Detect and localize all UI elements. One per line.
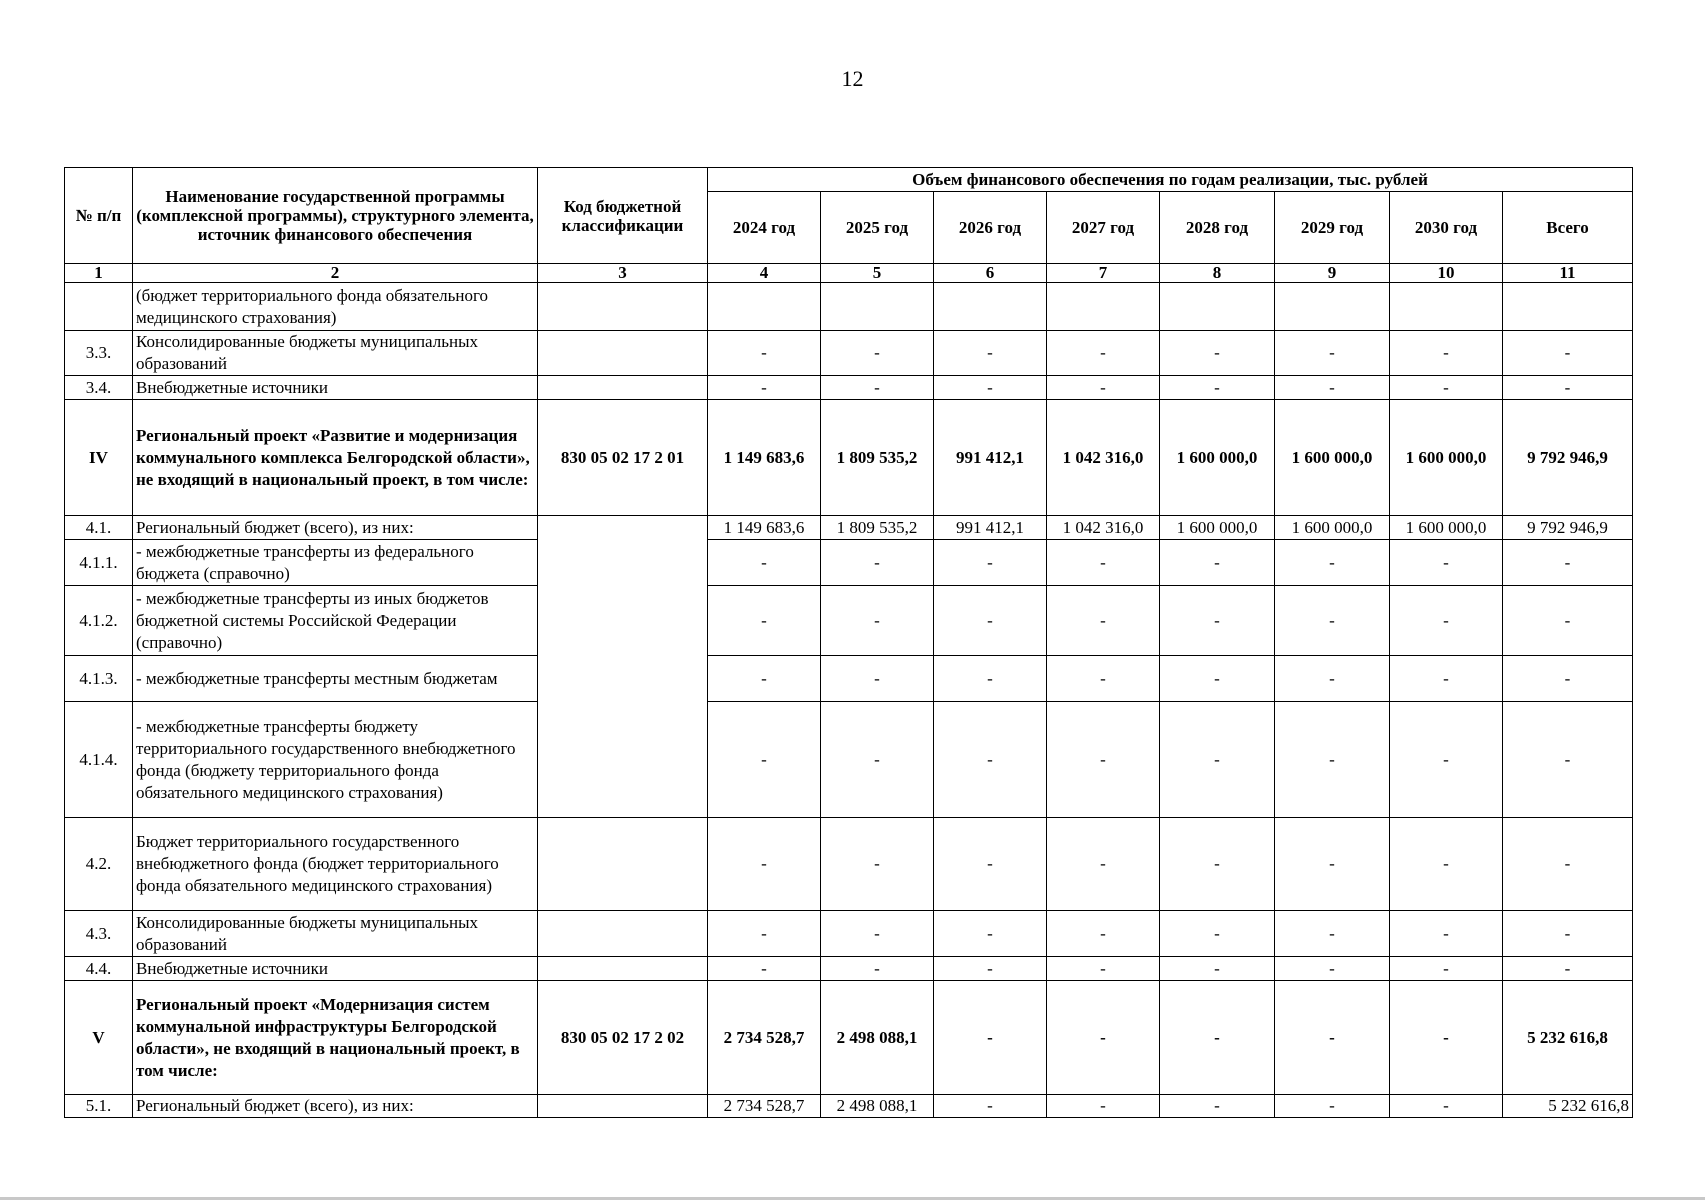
table-row xyxy=(65,911,1633,957)
row-value: 5 232 616,8 xyxy=(1503,981,1633,1095)
header-total: Всего xyxy=(1503,192,1633,264)
row-value: - xyxy=(1160,1095,1275,1118)
row-value: - xyxy=(708,586,821,656)
row-value: 2 498 088,1 xyxy=(821,981,934,1095)
row-value: - xyxy=(1160,586,1275,656)
row-num: 3.4. xyxy=(65,376,133,400)
row-name: Региональный бюджет (всего), из них: xyxy=(133,1095,538,1118)
row-num: V xyxy=(65,981,133,1095)
row-value: 1 149 683,6 xyxy=(708,400,821,516)
row-value: - xyxy=(1275,911,1390,957)
row-name: Региональный проект «Модернизация систем коммунальной инфраструктуры Белгородской области», не входящий в национальный проект, в том числе: xyxy=(133,981,538,1095)
row-value: 1 149 683,6 xyxy=(708,516,821,540)
header-name: Наименование государственной программы (комплексной программы), структурного элемента, источник финансового обеспечения xyxy=(133,168,538,264)
row-value: - xyxy=(934,376,1047,400)
row-value: - xyxy=(821,331,934,376)
row-value: - xyxy=(1275,376,1390,400)
row-value xyxy=(821,283,934,331)
row-value: - xyxy=(1275,540,1390,586)
row-value: - xyxy=(1047,656,1160,702)
column-number: 9 xyxy=(1275,264,1390,283)
header-year-2024: 2024 год xyxy=(708,192,821,264)
table-row xyxy=(65,283,1633,331)
row-value: - xyxy=(1160,957,1275,981)
row-value: - xyxy=(1390,702,1503,818)
column-number: 3 xyxy=(538,264,708,283)
row-num: 4.1.4. xyxy=(65,702,133,818)
row-value: - xyxy=(1160,376,1275,400)
row-code: 830 05 02 17 2 01 xyxy=(538,400,708,516)
table-row xyxy=(65,1095,1633,1118)
table-row xyxy=(65,981,1633,1095)
row-code: 830 05 02 17 2 02 xyxy=(538,981,708,1095)
column-number: 4 xyxy=(708,264,821,283)
row-value: - xyxy=(1503,818,1633,911)
row-value: - xyxy=(1503,911,1633,957)
row-value: - xyxy=(1160,331,1275,376)
row-value: - xyxy=(934,540,1047,586)
row-code xyxy=(538,957,708,981)
row-value: - xyxy=(1503,376,1633,400)
row-value: 1 600 000,0 xyxy=(1275,400,1390,516)
header-num: № п/п xyxy=(65,168,133,264)
table-row xyxy=(65,331,1633,376)
row-value: 1 042 316,0 xyxy=(1047,516,1160,540)
row-value: - xyxy=(821,586,934,656)
row-code xyxy=(538,818,708,911)
row-value: - xyxy=(708,656,821,702)
row-name: - межбюджетные трансферты из иных бюджетов бюджетной системы Российской Федерации (справочно) xyxy=(133,586,538,656)
row-value: 1 600 000,0 xyxy=(1275,516,1390,540)
row-value: - xyxy=(934,1095,1047,1118)
row-value: - xyxy=(1390,331,1503,376)
row-code xyxy=(538,911,708,957)
row-value: 9 792 946,9 xyxy=(1503,516,1633,540)
row-value: - xyxy=(1503,331,1633,376)
row-value: - xyxy=(1390,1095,1503,1118)
row-value: 9 792 946,9 xyxy=(1503,400,1633,516)
row-value: - xyxy=(1047,540,1160,586)
row-name: Бюджет территориального государственного внебюджетного фонда (бюджет территориального фонда обязательного медицинского страхования) xyxy=(133,818,538,911)
row-value: - xyxy=(1503,702,1633,818)
row-value: - xyxy=(1160,656,1275,702)
row-value: - xyxy=(1275,818,1390,911)
row-value: - xyxy=(708,540,821,586)
header-volume: Объем финансового обеспечения по годам реализации, тыс. рублей xyxy=(708,168,1633,192)
table-row xyxy=(65,586,1633,656)
row-value: - xyxy=(1503,586,1633,656)
row-value: 1 600 000,0 xyxy=(1160,400,1275,516)
row-num: 4.1.2. xyxy=(65,586,133,656)
row-value: - xyxy=(1047,981,1160,1095)
row-value: - xyxy=(1275,702,1390,818)
row-code xyxy=(538,331,708,376)
row-value: - xyxy=(1160,702,1275,818)
row-value: - xyxy=(934,702,1047,818)
row-value: - xyxy=(708,702,821,818)
row-value: - xyxy=(1275,957,1390,981)
row-value xyxy=(1275,283,1390,331)
row-value: - xyxy=(1390,957,1503,981)
row-name: Региональный бюджет (всего), из них: xyxy=(133,516,538,540)
row-value: - xyxy=(1275,586,1390,656)
row-value xyxy=(1047,283,1160,331)
row-value: 991 412,1 xyxy=(934,400,1047,516)
row-value: - xyxy=(1390,376,1503,400)
row-value: - xyxy=(708,331,821,376)
row-num: 4.4. xyxy=(65,957,133,981)
row-value: - xyxy=(1047,957,1160,981)
header-year-2025: 2025 год xyxy=(821,192,934,264)
row-name: Региональный проект «Развитие и модернизация коммунального комплекса Белгородской области», не входящий в национальный проект, в том числе: xyxy=(133,400,538,516)
row-value xyxy=(708,283,821,331)
row-num: 4.1.1. xyxy=(65,540,133,586)
row-value: - xyxy=(1160,818,1275,911)
row-value: - xyxy=(1275,981,1390,1095)
column-number: 5 xyxy=(821,264,934,283)
row-value: - xyxy=(708,957,821,981)
column-numbers-row xyxy=(65,264,1633,283)
row-value: - xyxy=(708,376,821,400)
row-code xyxy=(538,516,708,818)
row-value: - xyxy=(1503,957,1633,981)
row-value: 2 734 528,7 xyxy=(708,1095,821,1118)
row-name: - межбюджетные трансферты бюджету территориального государственного внебюджетного фонда (бюджету территориального фонда обязательного медицинского страхования) xyxy=(133,702,538,818)
row-value: - xyxy=(821,957,934,981)
row-value: - xyxy=(1047,911,1160,957)
row-value: 1 809 535,2 xyxy=(821,400,934,516)
row-value: - xyxy=(934,911,1047,957)
row-value: - xyxy=(1047,586,1160,656)
row-name: Внебюджетные источники xyxy=(133,957,538,981)
column-number: 2 xyxy=(133,264,538,283)
row-name: Консолидированные бюджеты муниципальных образований xyxy=(133,911,538,957)
row-num: IV xyxy=(65,400,133,516)
column-number: 8 xyxy=(1160,264,1275,283)
row-value: 1 600 000,0 xyxy=(1390,516,1503,540)
row-name: Внебюджетные источники xyxy=(133,376,538,400)
row-value: - xyxy=(1390,818,1503,911)
row-value: - xyxy=(1390,981,1503,1095)
row-value: 991 412,1 xyxy=(934,516,1047,540)
row-value: - xyxy=(821,818,934,911)
row-value: - xyxy=(708,911,821,957)
row-value: - xyxy=(1390,540,1503,586)
column-number: 1 xyxy=(65,264,133,283)
row-value: - xyxy=(934,656,1047,702)
row-value: - xyxy=(1047,702,1160,818)
row-value: - xyxy=(934,957,1047,981)
row-value: - xyxy=(934,981,1047,1095)
financing-table xyxy=(64,167,1633,1118)
column-number: 11 xyxy=(1503,264,1633,283)
row-value: 2 734 528,7 xyxy=(708,981,821,1095)
row-value xyxy=(1390,283,1503,331)
row-value: - xyxy=(821,540,934,586)
row-value: 1 600 000,0 xyxy=(1160,516,1275,540)
row-name: (бюджет территориального фонда обязательного медицинского страхования) xyxy=(133,283,538,331)
header-year-2030: 2030 год xyxy=(1390,192,1503,264)
header-code: Код бюджетной классификации xyxy=(538,168,708,264)
row-value xyxy=(1160,283,1275,331)
row-value: - xyxy=(1047,376,1160,400)
row-value: - xyxy=(934,586,1047,656)
row-num xyxy=(65,283,133,331)
row-value: - xyxy=(1390,911,1503,957)
header-year-2028: 2028 год xyxy=(1160,192,1275,264)
table-row xyxy=(65,957,1633,981)
header-year-2029: 2029 год xyxy=(1275,192,1390,264)
row-name: Консолидированные бюджеты муниципальных образований xyxy=(133,331,538,376)
row-num: 5.1. xyxy=(65,1095,133,1118)
row-value: - xyxy=(934,818,1047,911)
row-value: - xyxy=(1160,981,1275,1095)
row-value: - xyxy=(1390,586,1503,656)
row-value: - xyxy=(1160,911,1275,957)
row-value xyxy=(1503,283,1633,331)
header-year-2027: 2027 год xyxy=(1047,192,1160,264)
column-number: 7 xyxy=(1047,264,1160,283)
row-value: - xyxy=(1275,656,1390,702)
column-number: 10 xyxy=(1390,264,1503,283)
table-row xyxy=(65,400,1633,516)
row-code xyxy=(538,376,708,400)
row-value: - xyxy=(1047,331,1160,376)
row-value: - xyxy=(821,656,934,702)
row-num: 4.2. xyxy=(65,818,133,911)
row-num: 4.1. xyxy=(65,516,133,540)
row-value: - xyxy=(821,911,934,957)
row-value: 1 809 535,2 xyxy=(821,516,934,540)
page-number: 12 xyxy=(841,66,864,91)
row-value: - xyxy=(708,818,821,911)
row-value: - xyxy=(821,376,934,400)
row-value: 5 232 616,8 xyxy=(1503,1095,1633,1118)
row-num: 3.3. xyxy=(65,331,133,376)
table-row xyxy=(65,516,1633,540)
row-name: - межбюджетные трансферты местным бюджетам xyxy=(133,656,538,702)
row-value: - xyxy=(1047,818,1160,911)
row-value: - xyxy=(821,702,934,818)
row-value: 2 498 088,1 xyxy=(821,1095,934,1118)
row-value: 1 600 000,0 xyxy=(1390,400,1503,516)
row-num: 4.1.3. xyxy=(65,656,133,702)
table-row xyxy=(65,540,1633,586)
row-value: - xyxy=(1390,656,1503,702)
row-value: - xyxy=(1503,540,1633,586)
row-name: - межбюджетные трансферты из федерального бюджета (справочно) xyxy=(133,540,538,586)
row-value xyxy=(934,283,1047,331)
row-value: - xyxy=(934,331,1047,376)
row-code xyxy=(538,283,708,331)
row-value: - xyxy=(1503,656,1633,702)
table-row xyxy=(65,702,1633,818)
table-row xyxy=(65,376,1633,400)
row-value: - xyxy=(1160,540,1275,586)
header-year-2026: 2026 год xyxy=(934,192,1047,264)
row-value: - xyxy=(1275,1095,1390,1118)
row-num: 4.3. xyxy=(65,911,133,957)
row-code xyxy=(538,1095,708,1118)
row-value: 1 042 316,0 xyxy=(1047,400,1160,516)
table-row xyxy=(65,656,1633,702)
row-value: - xyxy=(1047,1095,1160,1118)
row-value: - xyxy=(1275,331,1390,376)
table-row xyxy=(65,818,1633,911)
column-number: 6 xyxy=(934,264,1047,283)
